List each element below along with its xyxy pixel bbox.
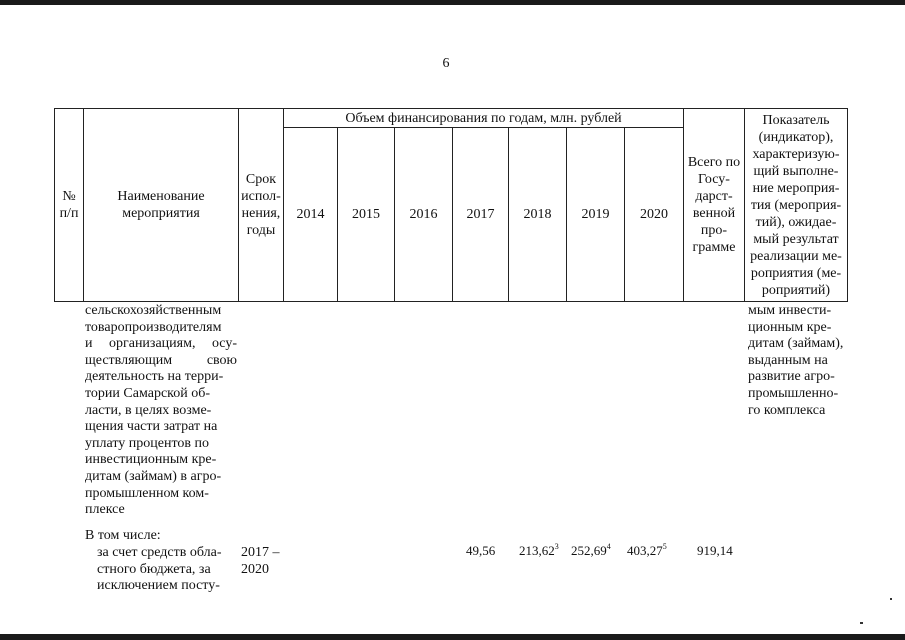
header-num: № п/п: [59, 189, 79, 221]
word: и: [85, 336, 93, 352]
name-line: дитам (займам) в агро-: [85, 468, 222, 484]
name-line: [85, 336, 237, 353]
value-2019: [571, 543, 611, 559]
header-term: Срок испол-нения, годы: [241, 172, 281, 238]
footnote-mark: 3: [554, 542, 559, 551]
term-line: 2020: [241, 561, 269, 577]
header-funding-group: Объем финансирования по годам, млн. рублей: [345, 110, 622, 126]
value-2018-number: 213,62: [519, 543, 555, 558]
term-line: 2017 –: [241, 545, 280, 560]
word: организациям,: [108, 336, 196, 352]
header-year-2018: 2018: [523, 207, 552, 222]
value-2019-number: 252,69: [571, 543, 607, 558]
scan-speck: [890, 598, 892, 600]
header-indicator: Показатель (индикатор), характеризую-щий выполне-ние мероприя-тия (мероприя-тий), ожидае-мый результат реализации ме-роприятия (ме-роприятий): [750, 112, 842, 298]
name-line: тории Самарской об-: [85, 385, 211, 401]
header-year-2015: 2015: [352, 207, 380, 222]
indicator-line: ционным кре-: [748, 319, 832, 335]
name-line: промышленном ком-: [85, 485, 209, 501]
sub-name-line: за счет средств обла-: [97, 545, 222, 560]
name-line: уплату процентов по: [85, 435, 209, 451]
value-2020: [627, 543, 667, 559]
page-number: 6: [442, 56, 450, 71]
name-line: щения части затрат на: [85, 419, 218, 435]
row-sub-term: [241, 545, 280, 578]
indicator-line: выданным на: [748, 352, 828, 368]
sub-name-line: исключением посту-: [97, 578, 220, 594]
word: осу-: [211, 336, 237, 352]
row-sub-name: [97, 545, 238, 595]
value-2020-number: 403,27: [627, 543, 663, 558]
name-line: сельскохозяйственным: [85, 303, 222, 318]
indicator-line: дитам (займам),: [748, 336, 844, 352]
scan-speck: [860, 622, 863, 624]
value-2018: [519, 543, 559, 559]
footnote-mark: 4: [606, 542, 611, 551]
value-2017: 49,56: [466, 543, 496, 558]
name-line: ласти, в целях возме-: [85, 402, 212, 418]
word: ществляющим: [85, 352, 173, 368]
name-line: товаропроизводителям: [85, 319, 222, 335]
scan-bottom-border: [0, 634, 905, 640]
header-year-2017: 2017: [466, 207, 495, 222]
indicator-line: развитие агро-: [748, 369, 835, 385]
header-name: Наименование мероприятия: [117, 189, 205, 221]
indicator-line: промышленно-: [748, 385, 839, 401]
indicator-line: мым инвести-: [748, 303, 832, 318]
word: свою: [206, 352, 237, 368]
header-year-2020: 2020: [640, 207, 668, 222]
scan-top-border: [0, 0, 905, 5]
header-year-2019: 2019: [581, 207, 610, 222]
subheading: В том числе:: [85, 528, 161, 543]
header-year-2016: 2016: [409, 207, 438, 222]
name-line: [85, 353, 237, 370]
footnote-mark: 5: [662, 542, 667, 551]
sub-name-line: стного бюджета, за: [97, 561, 211, 577]
value-total: 919,14: [697, 543, 733, 558]
header-total: Всего по Госу-дарст-венной про-грамме: [687, 155, 741, 255]
indicator-line: го комплекса: [748, 402, 826, 418]
name-line: плексе: [85, 502, 125, 518]
header-year-2014: 2014: [296, 207, 325, 222]
name-line: инвестиционным кре-: [85, 452, 217, 468]
name-line: деятельность на терри-: [85, 369, 224, 385]
row-main-name: [85, 303, 237, 519]
row-main-indicator: [748, 303, 846, 419]
